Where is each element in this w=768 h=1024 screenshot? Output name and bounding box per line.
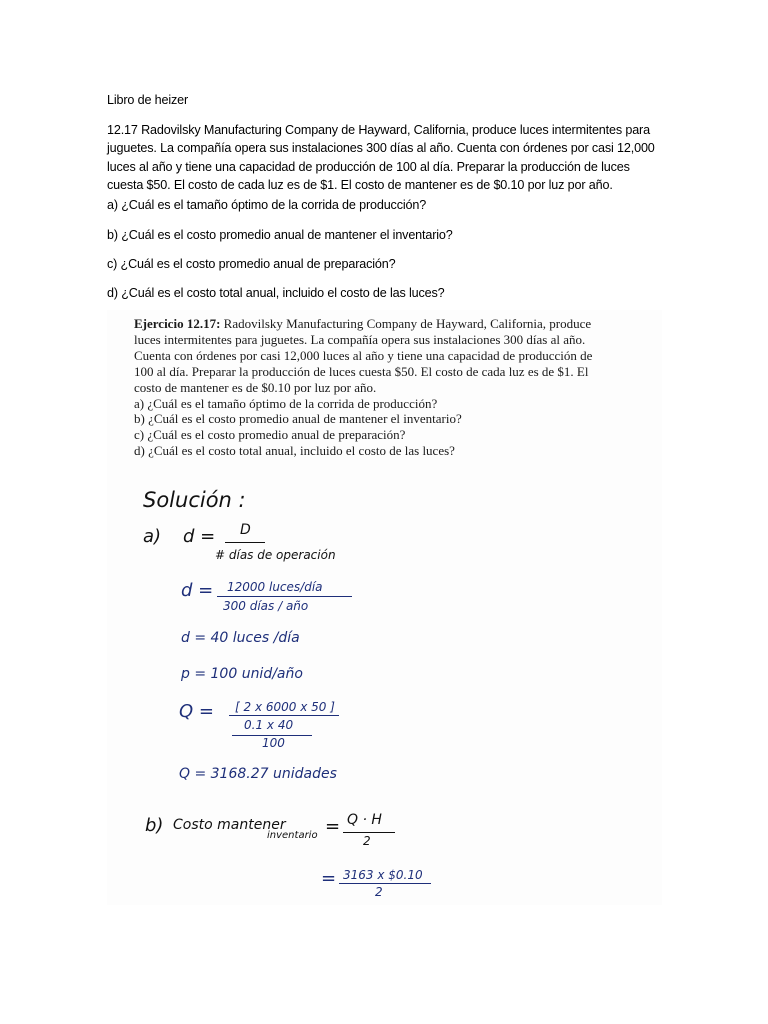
a-q-den2: 100 xyxy=(262,736,285,750)
b-num: Q · H xyxy=(347,812,382,828)
scan-line: Radovilsky Manufacturing Company de Hayward, California, produce xyxy=(223,316,592,331)
question-c: c) ¿Cuál es el costo promedio anual de preparación? xyxy=(107,257,396,271)
solucion-heading: Solución : xyxy=(143,488,246,512)
scan-line: costo de mantener es de $0.10 por luz por año. xyxy=(134,379,377,395)
scan-exercise-title: Ejercicio 12.17: xyxy=(134,316,221,331)
part-b-label: b) xyxy=(145,815,164,836)
scan-line: 100 al día. Preparar la producción de luces cuesta $50. El costo de cada luz es de $1. El xyxy=(134,363,589,379)
a-q-fraction-bar xyxy=(229,715,339,716)
scan-printed-text xyxy=(134,316,634,459)
a-d2-den: 300 días / año xyxy=(223,599,309,613)
a-q-lhs: Q = xyxy=(179,701,214,722)
a-d1-num: D xyxy=(240,522,251,538)
scan-line: c) ¿Cuál es el costo promedio anual de preparación? xyxy=(134,427,406,443)
b-equals-2: = xyxy=(321,868,337,889)
scan-line: d) ¿Cuál es el costo total anual, incluido el costo de las luces? xyxy=(134,443,455,459)
b-den-2: 2 xyxy=(375,885,383,899)
problem-statement xyxy=(107,121,667,195)
scan-line: b) ¿Cuál es el costo promedio anual de mantener el inventario? xyxy=(134,411,462,427)
a-q-result: Q = 3168.27 unidades xyxy=(179,766,337,782)
scanned-solution-image xyxy=(107,310,662,905)
a-q-den1: 0.1 x 40 xyxy=(244,718,294,732)
a-d1-lhs: d = xyxy=(183,526,216,547)
question-d: d) ¿Cuál es el costo total anual, incluido el costo de las luces? xyxy=(107,286,445,300)
question-b: b) ¿Cuál es el costo promedio anual de mantener el inventario? xyxy=(107,228,453,242)
question-a: a) ¿Cuál es el tamaño óptimo de la corrida de producción? xyxy=(107,198,427,212)
a-d2-fraction-bar xyxy=(217,596,352,597)
b-text: Costo mantener xyxy=(173,817,286,833)
b-fraction-bar-2 xyxy=(339,883,431,884)
b-den: 2 xyxy=(363,834,371,848)
scan-line: a) ¿Cuál es el tamaño óptimo de la corrida de producción? xyxy=(134,395,438,411)
b-subscript: inventario xyxy=(267,830,318,841)
a-d2-lhs: d = xyxy=(181,580,214,601)
scan-line: luces intermitentes para juguetes. La compañía opera sus instalaciones 300 días al año. xyxy=(134,331,586,347)
b-equals: = xyxy=(325,816,341,837)
a-d3: d = 40 luces /día xyxy=(181,630,300,646)
a-d1-den: # días de operación xyxy=(215,548,336,562)
document-heading: Libro de heizer xyxy=(107,93,189,107)
a-d1-fraction-bar xyxy=(225,542,265,543)
scan-line: Cuenta con órdenes por casi 12,000 luces al año y tiene una capacidad de producción de xyxy=(134,347,593,363)
b-num-2: 3163 x $0.10 xyxy=(343,868,423,882)
a-q-num: [ 2 x 6000 x 50 ] xyxy=(235,700,335,714)
a-d2-num: 12000 luces/día xyxy=(227,580,323,594)
problem-statement-text: 12.17 Radovilsky Manufacturing Company de Hayward, California, produce luces intermitentes para juguetes. La compañía opera sus instalaciones 300 días al año. Cuenta con órdenes por casi 12,000 luces al año y tiene una capacidad de producción de 100 al día. Preparar la producción de luces cuesta $50. El costo de cada luz es de $1. El costo de mantener es de $0.10 por luz por año. xyxy=(107,123,655,193)
part-a-label: a) xyxy=(143,526,162,547)
a-p: p = 100 unid/año xyxy=(181,666,303,682)
